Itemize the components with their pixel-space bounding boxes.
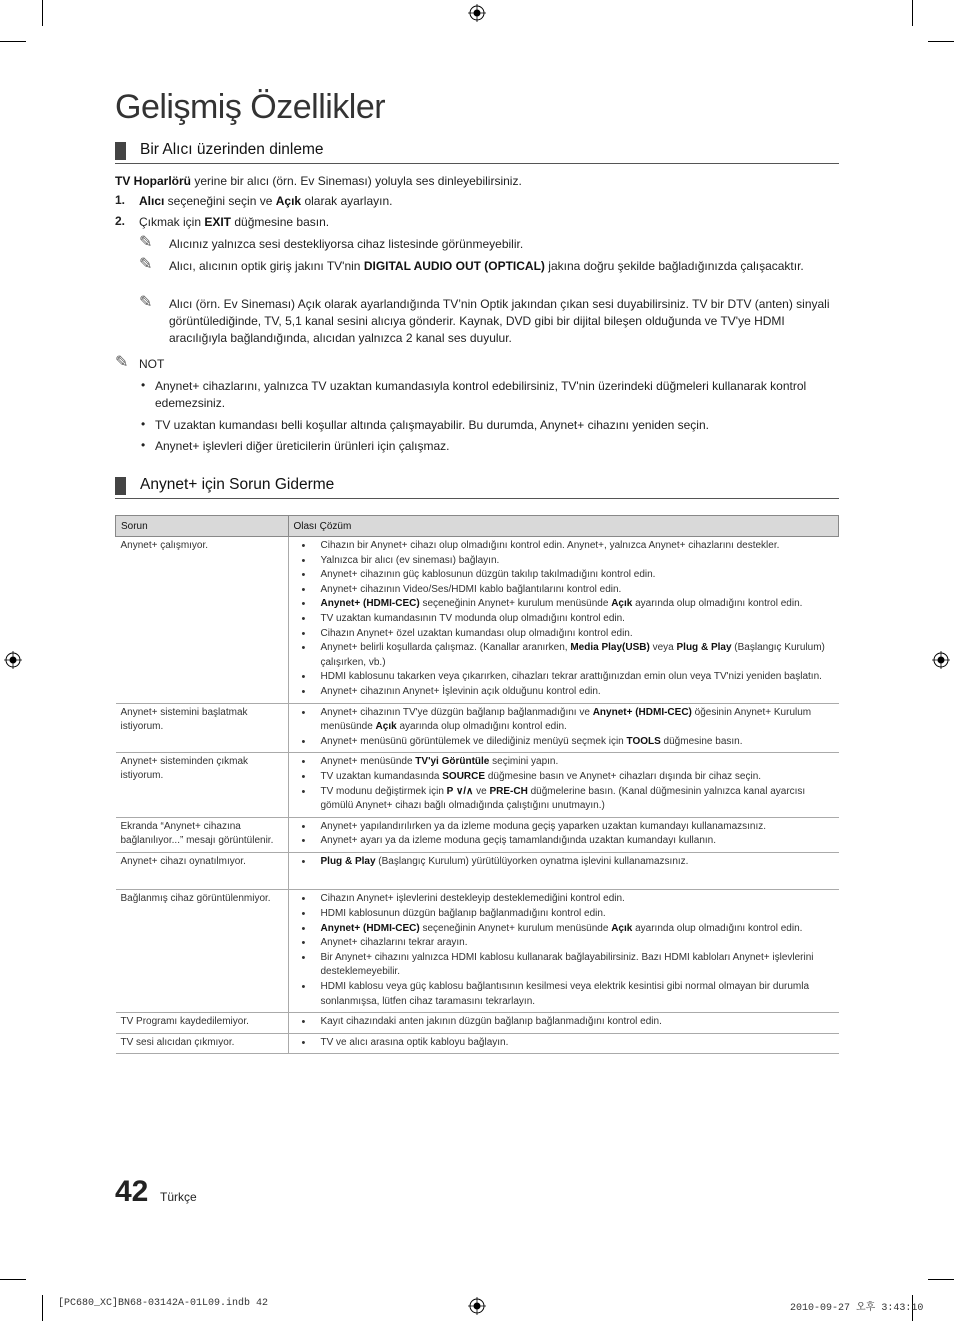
list-item: • TV uzaktan kumandasının TV modunda olup olmadığını kontrol edin. xyxy=(297,612,834,627)
bullet: • xyxy=(141,438,146,452)
table-row xyxy=(116,817,839,852)
list-item: • Anynet+ cihazının Video/Ses/HDMI kablo bağlantılarını kontrol edin. xyxy=(297,583,834,598)
list-item: • Yalnızca bir alıcı (ev sineması) bağlayın. xyxy=(297,554,834,569)
list-item: • Anynet+ ayarı ya da izleme moduna geçiş tamamlandığında uzaktan kumandayı kullanın. xyxy=(297,834,834,849)
registration-mark-icon xyxy=(468,4,486,22)
step-number: 1. xyxy=(115,193,126,207)
note-1: Alıcınız yalnızca sesi destekliyorsa cihaz listesinde görünmeyebilir. xyxy=(169,237,524,251)
list-item: • Anynet+ cihazlarını tekrar arayın. xyxy=(297,936,834,951)
note-bullet-1: Anynet+ cihazlarını, yalnızca TV uzaktan kumandasıyla kontrol edebilirsiniz, TV'nin üzerindeki düğmeleri kullanarak kontrol edemezsiniz. xyxy=(155,379,807,410)
table-row xyxy=(116,1013,839,1034)
problem-cell: TV sesi alıcıdan çıkmıyor. xyxy=(116,1033,289,1054)
section-heading-text: Anynet+ için Sorun Giderme xyxy=(140,476,335,493)
registration-mark-icon xyxy=(932,651,950,669)
list-item: • Plug & Play (Başlangıç Kurulum) yürütülüyorken oynatma işlevini kullanamazsınız. xyxy=(297,855,834,870)
solution-cell xyxy=(288,703,839,753)
note-pencil-icon: ✎ xyxy=(139,294,153,311)
list-item: • Anynet+ yapılandırılırken ya da izleme moduna geçiş yaparken uzaktan kumandayı kullanamazsınız. xyxy=(297,820,834,835)
solution-cell xyxy=(288,1033,839,1054)
list-item: • Anynet+ belirli koşullarda çalışmaz. (Kanallar aranırken, Media Play(USB) veya Plug & Play (Başlangıç Kurulum) çalışırken, vb.) xyxy=(297,641,834,670)
note-label: NOT xyxy=(139,357,165,371)
problem-cell: Bağlanmış cihaz görüntülenmiyor. xyxy=(116,890,289,1013)
bullet: • xyxy=(141,378,146,392)
print-file-info: [PC680_XC]BN68-03142A-01L09.indb 42 xyxy=(58,1298,269,1309)
solution-cell xyxy=(288,817,839,852)
list-item: • Anynet+ (HDMI-CEC) seçeneğinin Anynet+ kurulum menüsünde Açık ayarında olup olmadığını kontrol edin. xyxy=(297,922,834,937)
bullet: • xyxy=(141,417,146,431)
list-item: • HDMI kablosu veya güç kablosu bağlantısının kesilmesi veya elektrik kesintisi gibi normal olmayan bir durumla sonlanmışsa, lütfen cihaz taramasını tekrarlayın. xyxy=(297,980,834,1009)
list-item: • Cihazın Anynet+ özel uzaktan kumandası olup olmadığını kontrol edin. xyxy=(297,627,834,642)
page-language: Türkçe xyxy=(160,1190,197,1204)
troubleshooting-table xyxy=(115,515,839,1054)
section-heading-text: Bir Alıcı üzerinden dinleme xyxy=(140,141,324,158)
list-item: • Anynet+ cihazının TV'ye düzgün bağlanıp bağlanmadığını ve Anynet+ (HDMI-CEC) öğesinin Anynet+ Kurulum menüsünde Açık ayarında olup olmadığını kontrol edin. xyxy=(297,706,834,735)
problem-cell: Anynet+ sistemini başlatmak istiyorum. xyxy=(116,703,289,753)
list-item: • Anynet+ cihazının Anynet+ İşlevinin açık olduğunu kontrol edin. xyxy=(297,685,834,700)
step-2: Çıkmak için EXIT düğmesine basın. xyxy=(139,215,330,229)
note-pencil-icon: ✎ xyxy=(115,354,129,371)
problem-cell: Anynet+ çalışmıyor. xyxy=(116,537,289,704)
section-heading xyxy=(115,474,839,499)
note-pencil-icon: ✎ xyxy=(139,234,153,251)
note-pencil-icon: ✎ xyxy=(139,256,153,273)
solution-cell xyxy=(288,537,839,704)
step-number: 2. xyxy=(115,214,126,228)
section-heading xyxy=(115,139,839,164)
table-row xyxy=(116,1033,839,1054)
table-row xyxy=(116,537,839,704)
list-item: • Kayıt cihazındaki anten jakının düzgün bağlanıp bağlanmadığını kontrol edin. xyxy=(297,1015,834,1030)
registration-mark-icon xyxy=(4,651,22,669)
intro-paragraph: TV Hoparlörü yerine bir alıcı (örn. Ev Sineması) yoluyla ses dinleyebilirsiniz. xyxy=(115,174,522,188)
list-item: • TV ve alıcı arasına optik kabloyu bağlayın. xyxy=(297,1036,834,1051)
list-item: • Anynet+ menüsünde TV'yi Görüntüle seçimini yapın. xyxy=(297,755,834,770)
table-header-row xyxy=(116,516,839,537)
note-3: Alıcı (örn. Ev Sineması) Açık olarak ayarlandığında TV’nin Optik jakından çıkan sesi duyabilirsiniz. TV bir DTV (anten) sinyali görüntülediğinde, TV, 5,1 kanal sesini alıcıya gönderir. Kaynak, DVD gibi bir dijital bileşen olduğunda ve TV'ye HDMI aracılığıyla bağlandığında, alıcıdan yalnızca 2 kanal ses duyulur. xyxy=(169,297,830,345)
solution-cell xyxy=(288,852,839,890)
list-item: • Bir Anynet+ cihazını yalnızca HDMI kablosu kullanarak bağlayabilirsiniz. Bazı HDMI kabloları Anynet+ işlevlerini desteklemeyebilir. xyxy=(297,951,834,980)
list-item: • HDMI kablosunun düzgün bağlanıp bağlanmadığını kontrol edin. xyxy=(297,907,834,922)
table-row xyxy=(116,890,839,1013)
problem-cell: TV Programı kaydedilemiyor. xyxy=(116,1013,289,1034)
page-number: 42 xyxy=(115,1175,149,1208)
page-title: Gelişmiş Özellikler xyxy=(115,88,386,126)
note-2: Alıcı, alıcının optik giriş jakını TV'nin DIGITAL AUDIO OUT (OPTICAL) jakına doğru şekilde bağladığınızda çalışacaktır. xyxy=(169,259,804,273)
print-datetime: 2010-09-27 오후 3:43:10 xyxy=(790,1303,924,1314)
list-item: • Anynet+ (HDMI-CEC) seçeneğinin Anynet+ kurulum menüsünde Açık ayarında olup olmadığını kontrol edin. xyxy=(297,597,834,612)
list-item: • Anynet+ menüsünü görüntülemek ve dilediğiniz menüyü seçmek için TOOLS düğmesine basın. xyxy=(297,735,834,750)
table-row xyxy=(116,703,839,753)
solution-cell xyxy=(288,890,839,1013)
list-item: • TV modunu değiştirmek için P ∨/∧ ve PRE-CH düğmelerine basın. (Kanal düğmesinin yalnızca kanal ayarcısı gömülü Anynet+ cihazı bağlı olmadığında çalıştığını unutmayın.) xyxy=(297,785,834,814)
problem-cell: Anynet+ cihazı oynatılmıyor. xyxy=(116,852,289,890)
step-1: Alıcı seçeneğini seçin ve Açık olarak ayarlayın. xyxy=(139,194,393,208)
table-row xyxy=(116,753,839,817)
list-item: • Anynet+ cihazının güç kablosunun düzgün takılıp takılmadığını kontrol edin. xyxy=(297,568,834,583)
registration-mark-icon xyxy=(468,1297,486,1315)
list-item: • TV uzaktan kumandasında SOURCE düğmesine basın ve Anynet+ cihazları dışında bir cihaz seçin. xyxy=(297,770,834,785)
table-row xyxy=(116,852,839,890)
column-header: Olası Çözüm xyxy=(288,516,839,537)
list-item: • HDMI kablosunu takarken veya çıkarırken, cihazları tekrar arattığınızdan emin olun veya TV'nizi yeniden başlatın. xyxy=(297,670,834,685)
solution-cell xyxy=(288,753,839,817)
problem-cell: Ekranda “Anynet+ cihazına bağlanılıyor...” mesajı görüntülenir. xyxy=(116,817,289,852)
note-bullet-2: TV uzaktan kumandası belli koşullar altında çalışmayabilir. Bu durumda, Anynet+ cihazını yeniden seçin. xyxy=(155,418,709,432)
note-bullet-3: Anynet+ işlevleri diğer üreticilerin ürünleri için çalışmaz. xyxy=(155,439,450,453)
solution-cell xyxy=(288,1013,839,1034)
problem-cell: Anynet+ sisteminden çıkmak istiyorum. xyxy=(116,753,289,817)
column-header: Sorun xyxy=(116,516,289,537)
list-item: • Cihazın bir Anynet+ cihazı olup olmadığını kontrol edin. Anynet+, yalnızca Anynet+ cihazlarını destekler. xyxy=(297,539,834,554)
list-item: • Cihazın Anynet+ işlevlerini destekleyip desteklemediğini kontrol edin. xyxy=(297,892,834,907)
